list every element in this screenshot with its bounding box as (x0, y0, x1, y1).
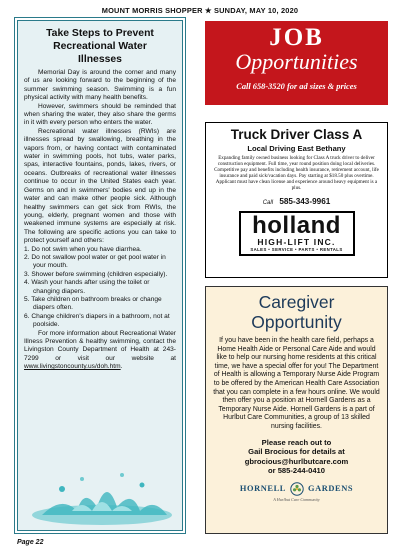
call-label: Call (262, 199, 274, 206)
truck-driver-ad (205, 122, 388, 278)
page-header: MOUNT MORRIS SHOPPER ★ SUNDAY, MAY 10, 2020 (101, 6, 299, 15)
logo-tagline: A Hurlbut Care Community (273, 496, 320, 502)
water-splash-icon (22, 467, 182, 527)
job-title: JOB (269, 24, 324, 51)
article-contact-text: For more information about Recreational Water Illness Prevention & healthy swimming, contact the Livingston County Department of Health at 243-7299 or visit our website at (24, 329, 176, 362)
caregiver-email[interactable]: gbrocious@hurlbutcare.com (244, 456, 349, 466)
article-paragraph-4 (24, 330, 176, 372)
article-title-line1: Take Steps to Prevent (46, 28, 154, 39)
article-title-line3: Illnesses (78, 54, 122, 65)
holland-logo-tagline: SALES • SERVICE • PARTS • RENTALS (250, 246, 343, 252)
page-number: Page 22 (17, 539, 44, 546)
logo-text-right: GARDENS (307, 484, 354, 494)
article-inner (17, 20, 183, 531)
truck-ad-phone[interactable]: 585-343-9961 (279, 196, 331, 206)
caregiver-body: If you have been in the health care field, perhaps a Home Health Aide or Personal Care Aide and would like to help our nursing home residents at this critical time, we have a special offer for you! The Department of Health is allowing a Temporary Nurse Aide Program to be offered by the American Health Care Association that you can complete in a few hours online. We would then offer you a position at Hornell Gardens as a Temporary Nurse Aide. Hornell Gardens is a part of Hurlbut Care Communities, a group of 13 skilled nursing facilities. (213, 337, 380, 430)
article-paragraph-1: Memorial Day is around the corner and many of us are looking forward to the beginning of the summer swimming season. Swimming is a fun physical activity with many health benefits. (24, 69, 176, 102)
article-box (14, 17, 186, 534)
truck-ad-subtitle: Local Driving East Bethany (247, 144, 346, 153)
tip-item: 6. Change children's diapers in a bathroom, not at poolside. (24, 312, 170, 329)
caregiver-contact (212, 438, 381, 476)
holland-logo (239, 211, 355, 256)
health-dept-link[interactable]: www.livingstoncounty.us/doh.htm (24, 363, 121, 371)
article-body (24, 69, 176, 372)
article-paragraph-2: However, swimmers should be reminded that when sharing the water, they also share the germs in it with every person who enters the water. (24, 102, 176, 127)
flower-icon (290, 482, 304, 496)
hornell-gardens-logo (212, 482, 381, 502)
article-title (24, 27, 176, 66)
tip-item: 5. Take children on bathroom breaks or change diapers often. (24, 295, 162, 312)
holland-logo-name: holland (252, 211, 341, 239)
tip-item: 4. Wash your hands after using the toilet or changing diapers. (24, 279, 150, 295)
caregiver-cta-line2: Gail Brocious for details at (248, 447, 345, 457)
link-suffix: . (120, 363, 123, 371)
tip-item: 3. Shower before swimming (children especially). (24, 270, 168, 278)
caregiver-phone[interactable]: or 585-244-0410 (268, 466, 325, 476)
caregiver-cta-line1: Please reach out to (261, 437, 332, 447)
truck-ad-description: Expanding family owned business looking for Class A truck driver to deliver construction equipment. Full time, year round position doing local deliveries. Competitive pay and benefits including health insurance, retirement account, life insurance and paid sick/vacation days. Pay starting at $18.50 plus overtime. Applicant must have clean license and experience around heavy equipment is a plus. (214, 155, 379, 192)
truck-ad-title: Truck Driver Class A (230, 127, 363, 142)
article-title-line2: Recreational Water (53, 41, 147, 52)
tips-list (24, 246, 176, 330)
caregiver-ad (205, 286, 388, 534)
caregiver-title-line1: Caregiver (258, 292, 335, 312)
holland-logo-subname: HIGH-LIFT INC. (257, 236, 336, 247)
job-call-text: Call 658-3520 for ad sizes & prices (236, 82, 357, 91)
caregiver-title-line2: Opportunity (251, 312, 342, 332)
logo-text-left: HORNELL (239, 484, 286, 494)
article-paragraph-3: Recreational water illnesses (RWIs) are illnesses spread by swallowing, breathing in the vapors from, or having contact with contaminated water in swimming pools, hot tubs, water parks, spas, interactive fountains, ponds, lakes, rivers, or oceans. Outbreaks of recreational water illnesses continue to occur in the United States each year. Germs on and in swimmers' bodies end up in the water and can make other people sick. Although healthy swimmers can get sick from RWIs, the young, elderly, pregnant women and those with weakened immune systems are especially at risk. The following are specific actions you can take to protect yourself and others: (24, 127, 176, 245)
job-opportunities-banner (205, 21, 388, 105)
tip-item: 2. Do not swallow pool water or get pool water in your mouth. (24, 253, 166, 270)
caregiver-title (212, 292, 381, 332)
tip-item: 1. Do not swim when you have diarrhea. (24, 245, 142, 253)
job-subtitle: Opportunities (235, 49, 358, 74)
truck-ad-phone-line (212, 197, 381, 206)
